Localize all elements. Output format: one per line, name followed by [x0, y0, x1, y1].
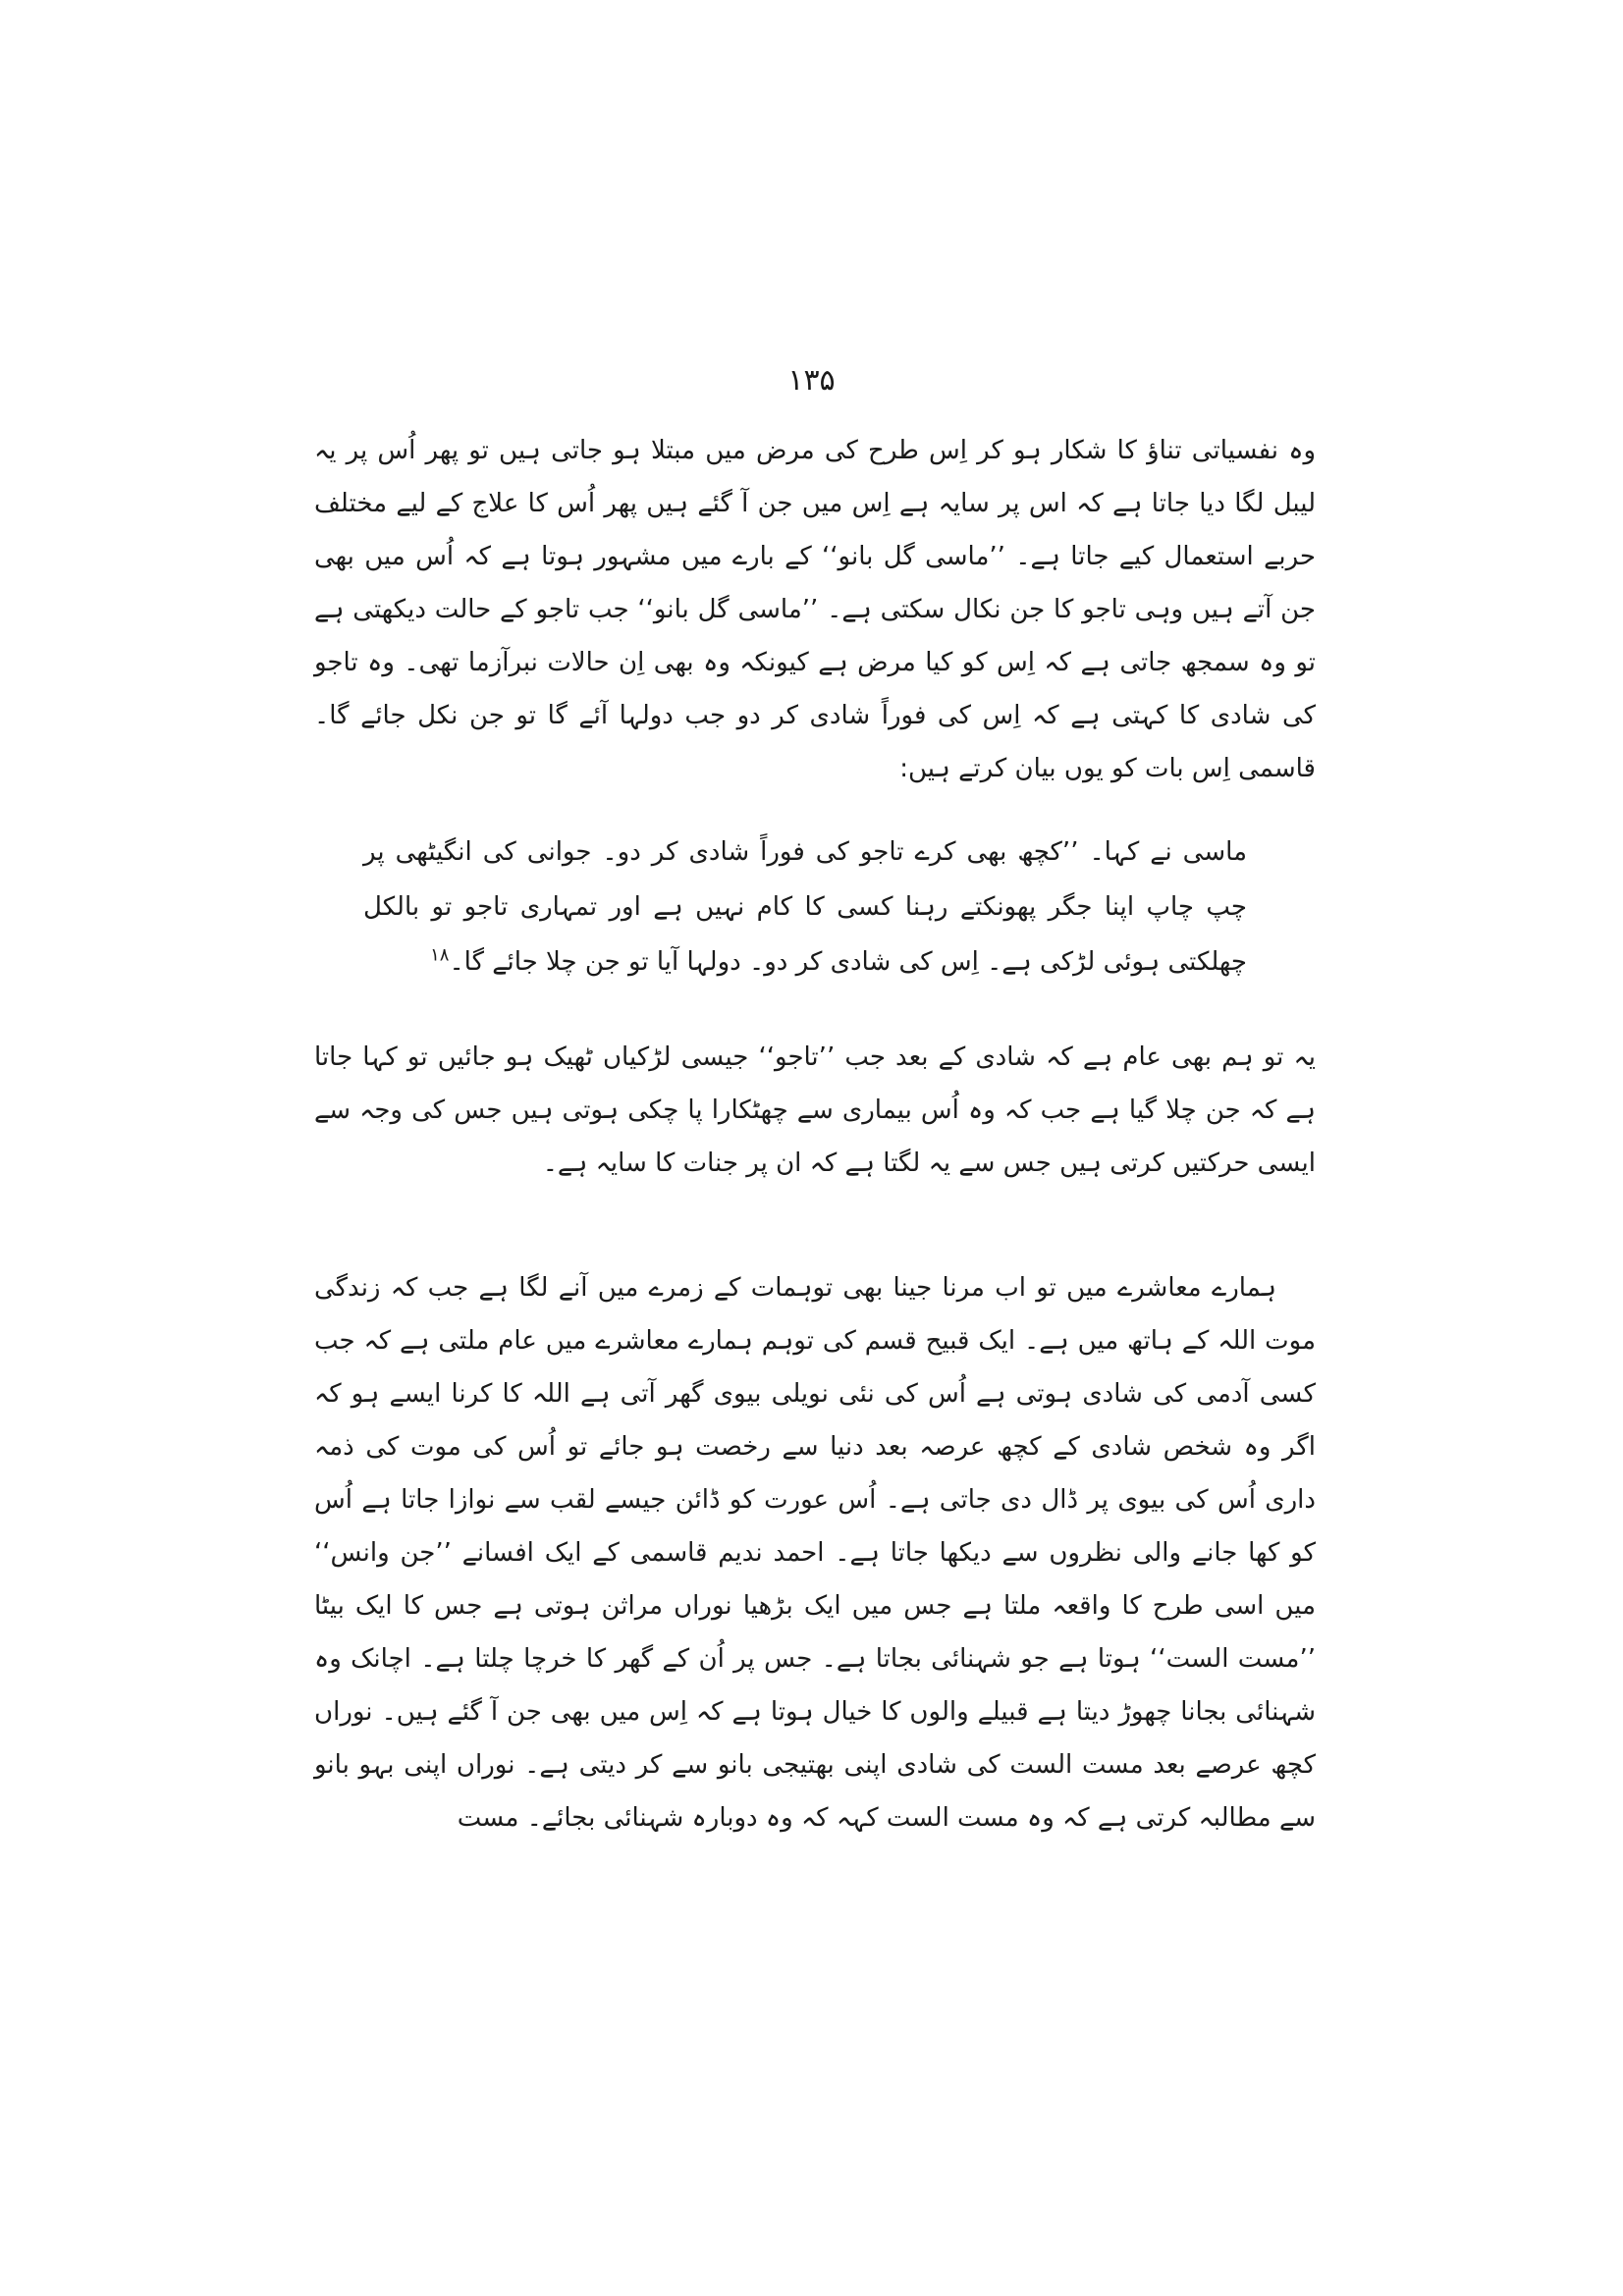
quote-text: ماسی نے کہا۔ ’’کچھ بھی کرے تاجو کی فوراً شادی کر دو۔ جوانی کی انگیٹھی پر چپ چاپ اپنا جگر پھونکتے رہنا کسی کا کام نہیں ہے اور تمہاری تاجو تو بالکل چھلکتی ہوئی لڑکی ہے۔ اِس کی شادی کر دو۔ دولہا آیا تو جن چلا جائے گا۔ — [363, 837, 1247, 977]
block-quote — [363, 825, 1247, 989]
footnote-marker: ۱۸ — [430, 944, 450, 966]
paragraph-1: وہ نفسیاتی تناؤ کا شکار ہو کر اِس طرح کی مرض میں مبتلا ہو جاتی ہیں تو پھر اُس پر یہ لیبل لگا دیا جاتا ہے کہ اس پر سایہ ہے اِس میں جن آ گئے ہیں پھر اُس کا علاج کے لیے مختلف حربے استعمال کیے جاتا ہے۔ ’’ماسی گل بانو‘‘ کے بارے میں مشہور ہوتا ہے کہ اُس میں بھی جن آتے ہیں وہی تاجو کا جن نکال سکتی ہے۔ ’’ماسی گل بانو‘‘ جب تاجو کے حالت دیکھتی ہے تو وہ سمجھ جاتی ہے کہ اِس کو کیا مرض ہے کیونکہ وہ بھی اِن حالات نبرآزما تھی۔ وہ تاجو کی شادی کا کہتی ہے کہ اِس کی فوراً شادی کر دو جب دولہا آئے گا تو جن نکل جائے گا۔ قاسمی اِس بات کو یوں بیان کرتے ہیں: — [314, 436, 1316, 783]
page-number: ۱۳۵ — [787, 363, 836, 398]
paragraph-2: یہ تو ہم بھی عام ہے کہ شادی کے بعد جب ’’تاجو‘‘ جیسی لڑکیاں ٹھیک ہو جائیں تو کہا جاتا ہے کہ جن چلا گیا ہے جب کہ وہ اُس بیماری سے چھٹکارا پا چکی ہوتی ہیں جس کی وجہ سے ایسی حرکتیں کرتی ہیں جس سے یہ لگتا ہے کہ ان پر جنات کا سایہ ہے۔ — [314, 1042, 1316, 1178]
paragraph-3-text: ہمارے معاشرے میں تو اب مرنا جینا بھی توہمات کے زمرے میں آنے لگا ہے جب کہ زندگی موت اللہ کے ہاتھ میں ہے۔ ایک قبیح قسم کی توہم ہمارے معاشرے میں عام ملتی ہے کہ جب کسی آدمی کی شادی ہوتی ہے اُس کی نئی نویلی بیوی گھر آتی ہے اللہ کا کرنا ایسے ہو کہ اگر وہ شخص شادی کے کچھ عرصہ بعد دنیا سے رخصت ہو جائے تو اُس کی موت کی ذمہ داری اُس کی بیوی پر ڈال دی جاتی ہے۔ اُس عورت کو ڈائن جیسے لقب سے نوازا جاتا ہے اُس کو کھا جانے والی نظروں سے دیکھا جاتا ہے۔ احمد ندیم قاسمی کے ایک افسانے ’’جن وانس‘‘ میں اسی طرح کا واقعہ ملتا ہے جس میں ایک بڑھیا نوراں مراثن ہوتی ہے جس کا ایک بیٹا ’’مست الست‘‘ ہوتا ہے جو شہنائی بجاتا ہے۔ جس پر اُن کے گھر کا خرچا چلتا ہے۔ اچانک وہ شہنائی بجانا چھوڑ دیتا ہے قبیلے والوں کا خیال ہوتا ہے کہ اِس میں بھی جن آ گئے ہیں۔ نوراں کچھ عرصے بعد مست الست کی شادی اپنی بھتیجی بانو سے کر دیتی ہے۔ نوراں اپنی بہو بانو سے مطالبہ کرتی ہے کہ وہ مست الست کہہ کہ وہ دوبارہ شہنائی بجائے۔ مست — [314, 1273, 1316, 1833]
paragraph-3 — [314, 1261, 1316, 1844]
